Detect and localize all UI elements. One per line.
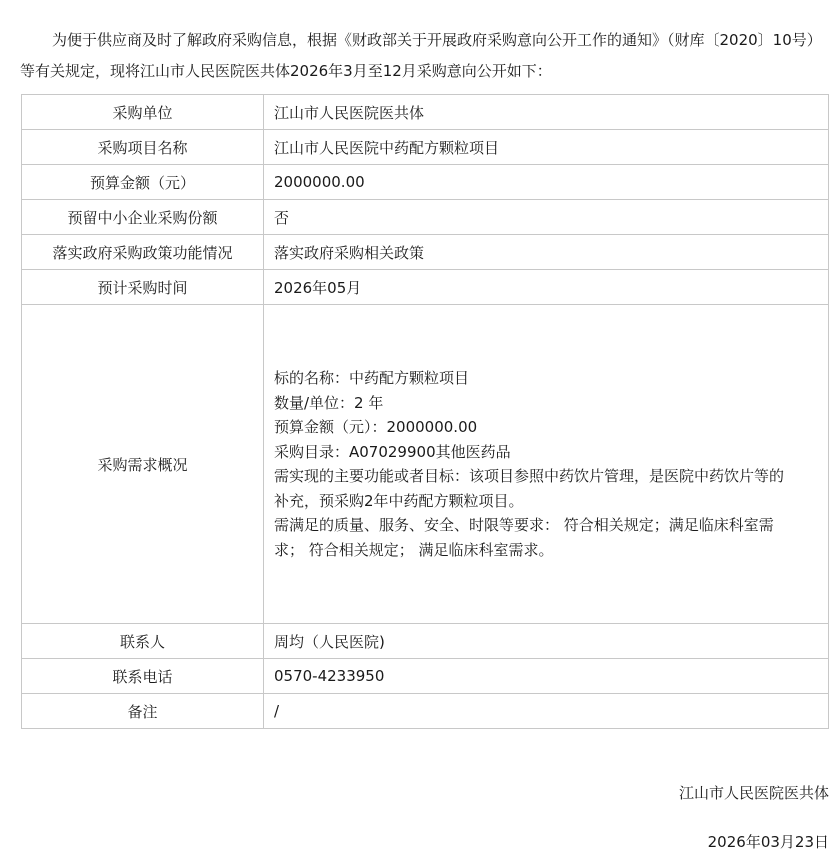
requirements-block — [264, 366, 784, 562]
requirement-quantity: 数量/单位：2 年 — [274, 393, 384, 412]
table-row-requirements — [22, 305, 829, 624]
row-value-purchaser: 江山市人民医院医共体 — [264, 95, 829, 130]
row-label-sme-reserve: 预留中小企业采购份额 — [22, 200, 264, 235]
row-label-requirements: 采购需求概况 — [22, 305, 264, 624]
row-label-remarks: 备注 — [22, 694, 264, 729]
intro-paragraph: 为便于供应商及时了解政府采购信息，根据《财政部关于开展政府采购意向公开工作的通知》（财库〔2020〕10号）等有关规定，现将江山市人民医院医共体2026年3月至12月采购意向公开如下： — [20, 31, 822, 80]
requirement-budget: 预算金额（元）：2000000.00 — [274, 418, 478, 436]
requirement-catalog: 采购目录：A07029900其他医药品 — [274, 442, 511, 461]
row-value-expected-time: 2026年05月 — [264, 270, 829, 305]
row-value-budget: 2000000.00 — [264, 165, 829, 200]
table-row — [22, 624, 829, 659]
row-label-policy: 落实政府采购政策功能情况 — [22, 235, 264, 270]
row-value-phone: 0570-4233950 — [264, 659, 829, 694]
row-value-requirements — [264, 305, 829, 624]
table-row — [22, 694, 829, 729]
table-row — [22, 165, 829, 200]
table-row — [22, 235, 829, 270]
row-label-project-name: 采购项目名称 — [22, 130, 264, 165]
row-label-purchaser: 采购单位 — [22, 95, 264, 130]
row-label-expected-time: 预计采购时间 — [22, 270, 264, 305]
row-value-remarks: / — [264, 694, 829, 729]
table-row — [22, 659, 829, 694]
row-label-budget: 预算金额（元） — [22, 165, 264, 200]
row-value-contact: 周均（人民医院) — [264, 624, 829, 659]
row-label-contact: 联系人 — [22, 624, 264, 659]
table-row — [22, 95, 829, 130]
requirement-quality: 需满足的质量、服务、安全、时限等要求： 符合相关规定；满足临床科室需求； 符合相关规定； 满足临床科室需求。 — [274, 516, 774, 559]
row-label-phone: 联系电话 — [22, 659, 264, 694]
row-value-sme-reserve: 否 — [264, 200, 829, 235]
issue-date: 2026年03月23日 — [707, 833, 829, 851]
row-value-policy: 落实政府采购相关政策 — [264, 235, 829, 270]
row-value-project-name: 江山市人民医院中药配方颗粒项目 — [264, 130, 829, 165]
table-row — [22, 270, 829, 305]
requirement-goals: 需实现的主要功能或者目标：该项目参照中药饮片管理，是医院中药饮片等的补充，预采购2年中药配方颗粒项目。 — [274, 467, 785, 510]
issuer-name: 江山市人民医院医共体 — [678, 784, 829, 802]
table-row — [22, 130, 829, 165]
procurement-intent-table — [21, 94, 829, 729]
table-row — [22, 200, 829, 235]
requirement-subject: 标的名称：中药配方颗粒项目 — [274, 369, 470, 387]
